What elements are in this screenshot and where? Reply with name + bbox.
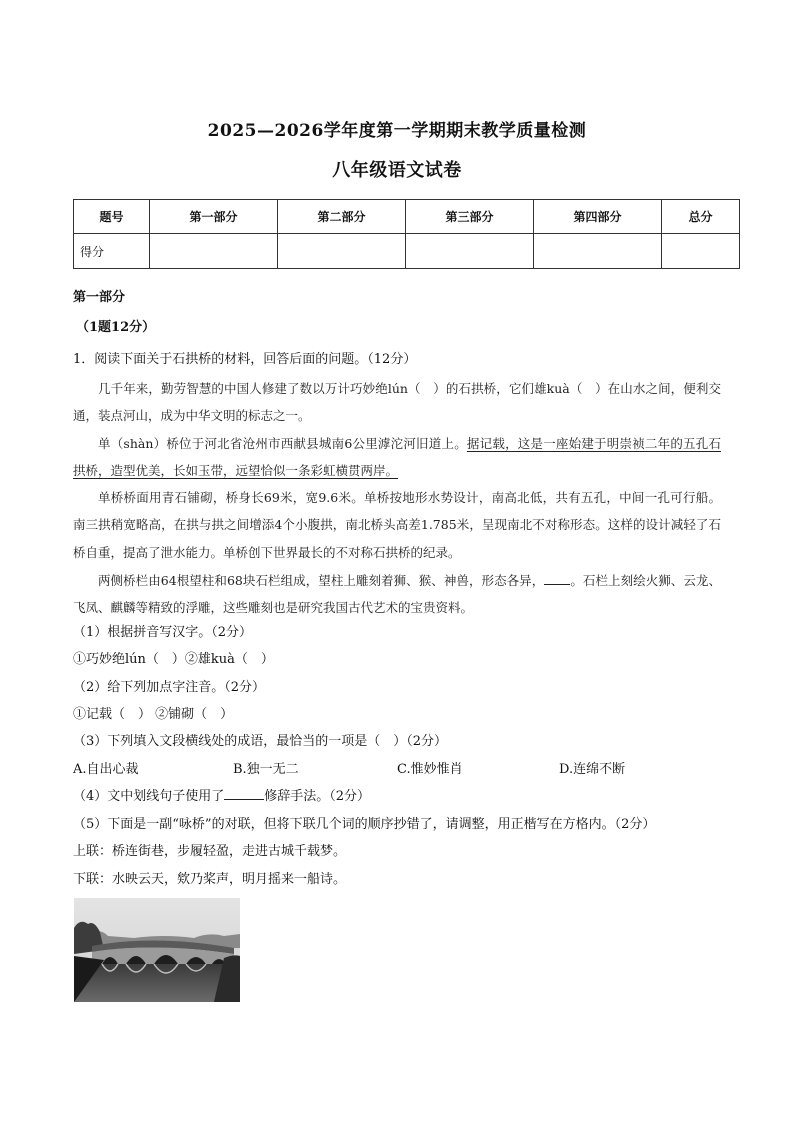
fill-blank[interactable] bbox=[544, 572, 570, 585]
score-header-cell: 第一部分 bbox=[150, 200, 278, 234]
passage-paragraph-4 bbox=[73, 567, 721, 622]
bridge-photo-image bbox=[74, 898, 240, 1002]
sub-question-5: （5）下面是一副“咏桥”的对联，但将下联几个词的顺序抄错了，请调整，用正楷写在方格内。（2分） bbox=[73, 817, 656, 832]
question-1-stem: 1．阅读下面关于石拱桥的材料，回答后面的问题。（12分） bbox=[73, 352, 417, 367]
underlined-sentence: 据记载，这是一座始建于明崇祯二年的五孔石拱桥，造型优美，长如玉带，远望恰似一条彩虹横贯两岸。 bbox=[73, 436, 721, 479]
score-table-header-row bbox=[74, 200, 740, 234]
sub-question-3: （3）下列填入文段横线处的成语，最恰当的一项是（ ）（2分） bbox=[73, 734, 448, 749]
passage-p2-text: 单（shàn）桥位于河北省沧州市西献县城南6公里滹沱河旧道上。 bbox=[98, 436, 467, 451]
score-cell-part4[interactable] bbox=[534, 234, 662, 269]
passage-paragraph-1: 几千年来，勤劳智慧的中国人修建了数以万计巧妙绝lún（ ）的石拱桥，它们雄kuà（ ）在山水之间，便利交通，装点河山，成为中华文明的标志之一。 bbox=[73, 381, 721, 424]
bridge-photo bbox=[74, 898, 240, 1002]
option-b[interactable]: B.独一无二 bbox=[233, 762, 299, 777]
couplet-upper: 上联：桥连街巷，步履轻盈，走进古城千载梦。 bbox=[73, 844, 347, 859]
score-cell-part2[interactable] bbox=[278, 234, 406, 269]
score-cell-part1[interactable] bbox=[150, 234, 278, 269]
section-title: 第一部分 bbox=[73, 290, 126, 305]
sub-question-1-items: ①巧妙绝lún（ ）②雄kuà（ ） bbox=[73, 652, 274, 667]
option-c[interactable]: C.惟妙惟肖 bbox=[397, 762, 463, 777]
score-header-cell: 总分 bbox=[662, 200, 740, 234]
answer-options bbox=[73, 758, 733, 780]
sub-question-4-end: 修辞手法。（2分） bbox=[264, 789, 371, 804]
score-table-row bbox=[74, 234, 740, 269]
exam-subtitle: 八年级语文试卷 bbox=[332, 160, 462, 181]
sub-question-2: （2）给下列加点字注音。（2分） bbox=[73, 680, 266, 695]
passage-p4-end: 。石栏上刻绘火狮、云龙、飞凤、麒麟等精致的浮雕，这些雕刻也是研究我国古代艺术的宝贵资料。 bbox=[73, 573, 721, 616]
score-header-cell: 第四部分 bbox=[534, 200, 662, 234]
section-note: （1题12分） bbox=[76, 320, 156, 335]
exam-title: 2025—2026学年度第一学期期末教学质量检测 bbox=[207, 121, 587, 141]
sub-question-2-items: ①记载（ ） ②铺砌（ ） bbox=[73, 707, 234, 722]
rhetoric-blank[interactable] bbox=[224, 787, 264, 800]
sub-question-4-start: （4）文中划线句子使用了 bbox=[73, 789, 225, 804]
option-a[interactable]: A.自出心裁 bbox=[73, 762, 139, 777]
score-cell-part3[interactable] bbox=[406, 234, 534, 269]
passage-paragraph-3: 单桥桥面用青石铺砌，桥身长69米，宽9.6米。单桥按地形水势设计，南高北低，共有五孔，中间一孔可行船。南三拱稍宽略高，在拱与拱之间增添4个小腹拱，南北桥头高差1.785米，呈现南北不对称形态。这样的设计减轻了石桥自重，提高了泄水能力。单桥创下世界最长的不对称石拱桥的纪录。 bbox=[73, 490, 721, 560]
score-header-cell: 第二部分 bbox=[278, 200, 406, 234]
passage-paragraph-2 bbox=[73, 430, 721, 485]
score-row-label: 得分 bbox=[74, 234, 150, 269]
score-header-cell: 第三部分 bbox=[406, 200, 534, 234]
sub-question-4 bbox=[73, 787, 754, 807]
sub-question-1: （1）根据拼音写汉字。（2分） bbox=[73, 625, 253, 640]
couplet-lower: 下联：水映云天，欸乃桨声，明月摇来一船诗。 bbox=[73, 872, 347, 887]
option-d[interactable]: D.连绵不断 bbox=[559, 762, 626, 777]
score-table bbox=[73, 199, 740, 269]
score-cell-total[interactable] bbox=[662, 234, 740, 269]
passage-p4-start: 两侧桥栏由64根望柱和68块石栏组成，望柱上雕刻着狮、猴、神兽，形态各异， bbox=[98, 573, 545, 588]
score-header-cell: 题号 bbox=[74, 200, 150, 234]
